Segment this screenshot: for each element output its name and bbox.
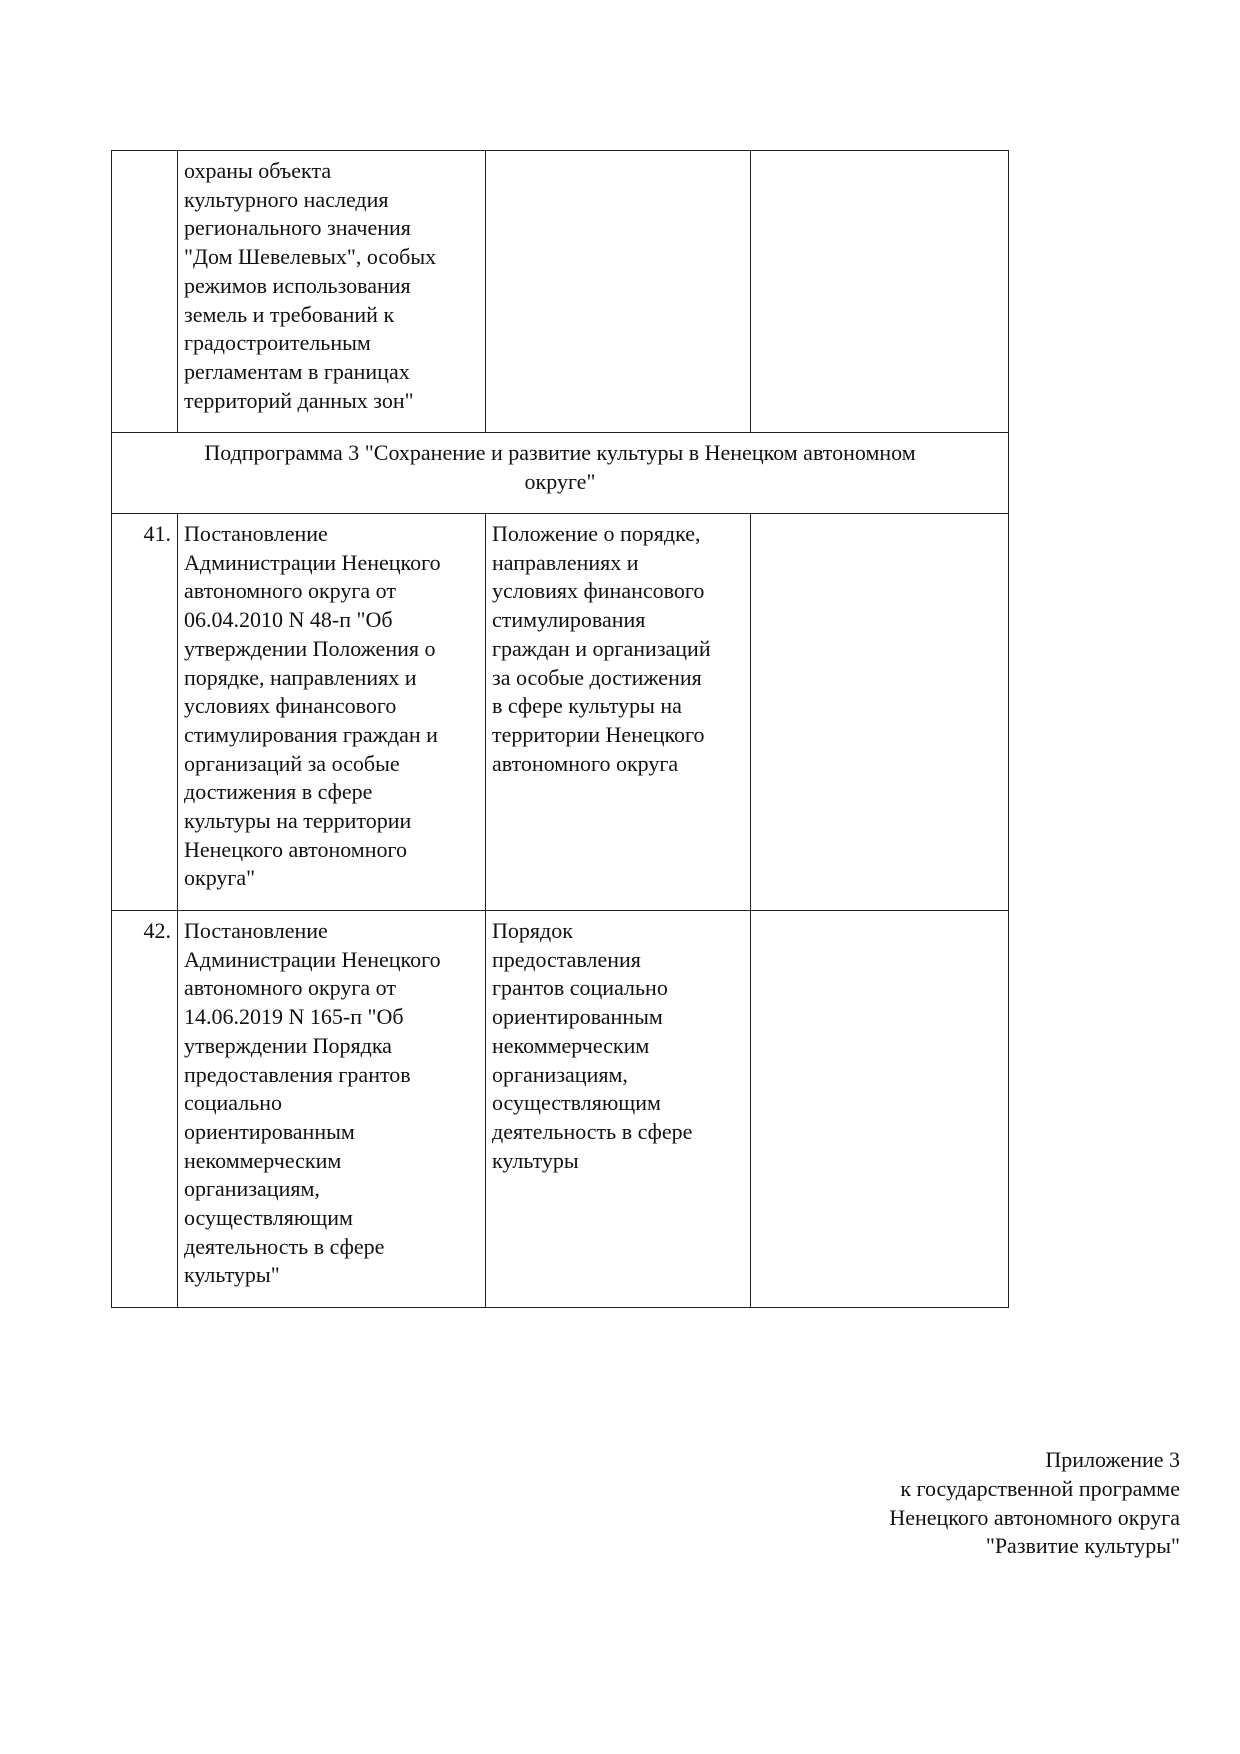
appendix-program-name: "Развитие культуры" <box>985 1533 1180 1559</box>
legal-acts-table <box>111 150 1009 1308</box>
subject-line: стимулирования <box>492 607 646 633</box>
subject-line: грантов социально <box>492 975 668 1001</box>
subject-line: деятельность в сфере <box>492 1118 693 1144</box>
subject-line: ориентированным <box>492 1004 663 1030</box>
act-line: округа" <box>184 865 256 891</box>
act-line: социально <box>184 1090 283 1116</box>
subject-cell <box>486 514 751 911</box>
act-line: "Дом Шевелевых", особых <box>184 244 437 270</box>
appendix-title: Приложение 3 <box>1045 1447 1180 1472</box>
act-line: порядке, направлениях и <box>184 664 417 690</box>
appendix-heading <box>889 1446 1180 1561</box>
subject-cell <box>486 151 751 433</box>
act-line: утверждении Положения о <box>184 635 436 661</box>
subject-line: Порядок <box>492 918 573 943</box>
act-line: осуществляющим <box>184 1205 353 1231</box>
subject-cell <box>486 911 751 1308</box>
act-line: Ненецкого автономного <box>184 836 407 862</box>
act-line: стимулирования граждан и <box>184 721 438 747</box>
act-line: земель и требований к <box>184 301 395 327</box>
notes-cell <box>751 514 1009 911</box>
act-line: предоставления грантов <box>184 1061 411 1087</box>
act-line: культуры на территории <box>184 808 412 834</box>
act-line: регламентам в границах <box>184 358 410 384</box>
subject-line: организациям, <box>492 1061 628 1087</box>
act-line: некоммерческим <box>184 1147 342 1173</box>
row-number-cell: 42. <box>112 911 178 1308</box>
subject-line: осуществляющим <box>492 1090 661 1116</box>
act-line: 06.04.2010 N 48-п "Об <box>184 607 393 633</box>
act-line: территорий данных зон" <box>184 387 414 413</box>
subject-line: граждан и организаций <box>492 635 711 661</box>
subject-line: некоммерческим <box>492 1032 650 1058</box>
subject-line: автономного округа <box>492 750 679 776</box>
subject-line: культуры <box>492 1147 579 1173</box>
appendix-line: к государственной программе <box>900 1475 1180 1501</box>
act-line: культуры" <box>184 1262 280 1288</box>
subject-line: Положение о порядке, <box>492 521 701 546</box>
act-line: градостроительным <box>184 330 371 356</box>
act-line: Постановление <box>184 918 328 943</box>
subject-line: в сфере культуры на <box>492 693 682 719</box>
act-line: утверждении Порядка <box>184 1032 392 1058</box>
act-line: организаций за особые <box>184 750 400 776</box>
subject-line: предоставления <box>492 946 641 972</box>
appendix-line: Ненецкого автономного округа <box>889 1504 1180 1530</box>
subject-line: направлениях и <box>492 549 639 575</box>
act-line: режимов использования <box>184 272 411 298</box>
subprogram-header-row <box>112 433 1009 514</box>
act-line: деятельность в сфере <box>184 1233 385 1259</box>
act-cell <box>178 151 486 433</box>
act-line: организациям, <box>184 1176 320 1202</box>
act-line: Администрации Ненецкого <box>184 549 441 575</box>
row-number-cell: 41. <box>112 514 178 911</box>
act-line: Администрации Ненецкого <box>184 946 441 972</box>
subject-line: условиях финансового <box>492 578 705 604</box>
act-line: регионального значения <box>184 215 411 241</box>
act-line: условиях финансового <box>184 693 397 719</box>
act-line: ориентированным <box>184 1118 355 1144</box>
act-line: охраны объекта <box>184 158 332 183</box>
act-cell <box>178 911 486 1308</box>
subprogram-line: Подпрограмма 3 "Сохранение и развитие культуры в Ненецком автономном <box>204 440 916 465</box>
act-line: автономного округа от <box>184 578 396 604</box>
subject-line: территории Ненецкого <box>492 721 705 747</box>
notes-cell <box>751 151 1009 433</box>
act-line: автономного округа от <box>184 975 396 1001</box>
row-number-cell <box>112 151 178 433</box>
act-line: достижения в сфере <box>184 779 373 805</box>
act-cell <box>178 514 486 911</box>
notes-cell <box>751 911 1009 1308</box>
subject-line: за особые достижения <box>492 664 702 690</box>
table-row <box>112 911 1009 1308</box>
subprogram-title <box>112 433 1009 514</box>
subprogram-line: округе" <box>524 468 596 494</box>
act-line: Постановление <box>184 521 328 546</box>
act-line: культурного наследия <box>184 186 389 212</box>
table-row-continuation <box>112 151 1009 433</box>
act-line: 14.06.2019 N 165-п "Об <box>184 1004 404 1030</box>
table-row <box>112 514 1009 911</box>
